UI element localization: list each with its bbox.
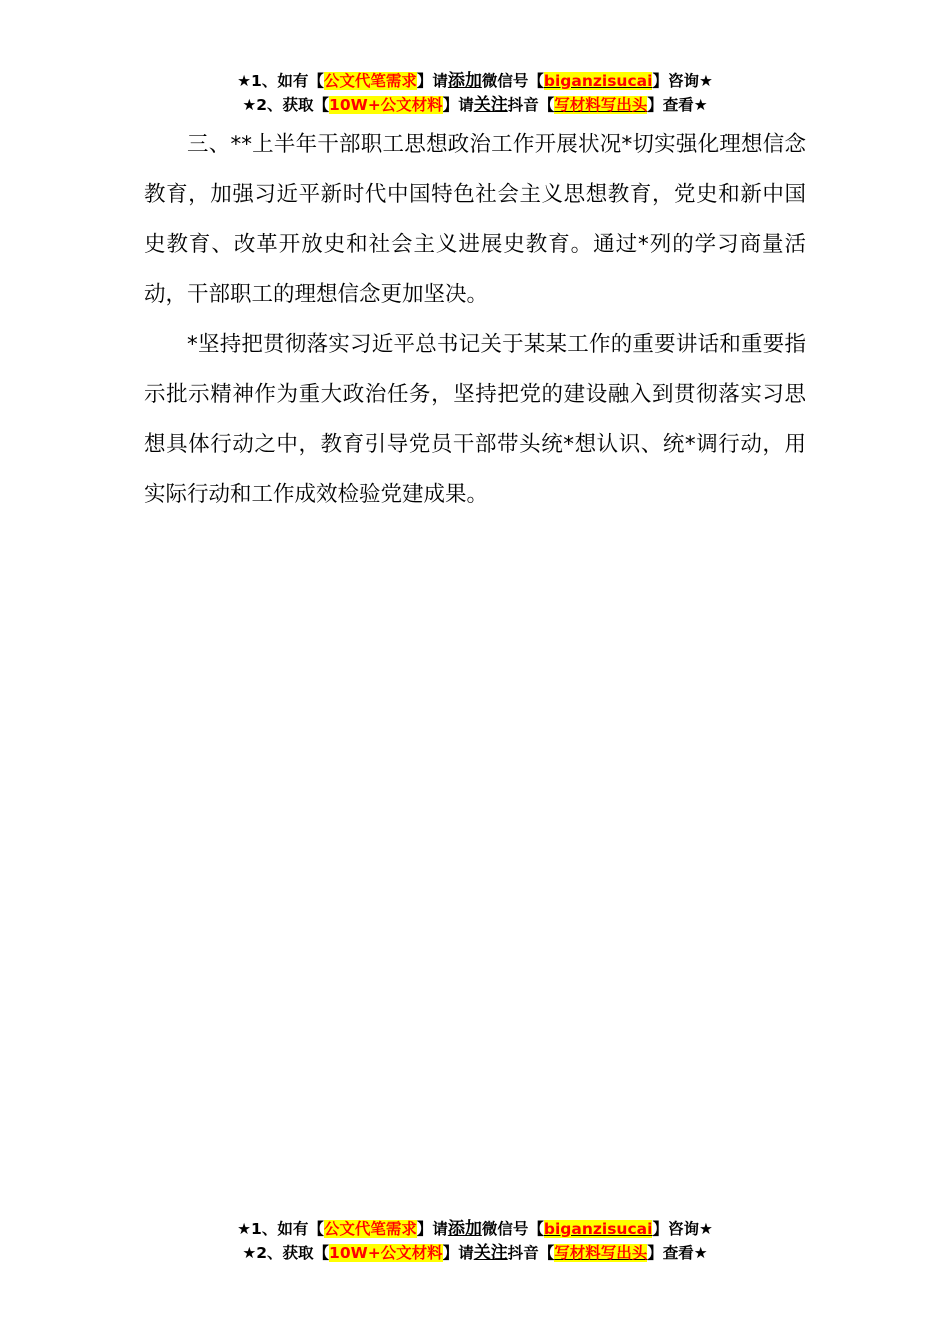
header-banner [0, 69, 950, 117]
highlight-materials: 10W+公文材料 [329, 96, 443, 114]
banner-text: ★2、获取【 [242, 96, 330, 114]
banner-text: ★1、如有【 [237, 72, 324, 90]
banner-line-1 [0, 69, 950, 93]
emphasis-follow: 关注 [473, 1243, 508, 1263]
banner-text: 抖音【 [507, 96, 555, 114]
banner-text: 】查看★ [647, 1244, 708, 1262]
highlight-service: 公文代笔需求 [323, 72, 417, 90]
banner-text: ★1、如有【 [237, 1220, 324, 1238]
banner-text: 】请 [442, 96, 474, 114]
emphasis-follow: 关注 [473, 95, 508, 115]
banner-line-2 [0, 93, 950, 117]
highlight-wechat-id[interactable]: biganzisucai [543, 72, 653, 90]
banner-text: 】请 [416, 1220, 448, 1238]
banner-text: 】咨询★ [652, 72, 713, 90]
banner-line-1 [0, 1217, 950, 1241]
footer-banner [0, 1217, 950, 1265]
document-body [144, 120, 806, 520]
body-paragraph-2: *坚持把贯彻落实习近平总书记关于某某工作的重要讲话和重要指示批示精神作为重大政治任务，坚持把党的建设融入到贯彻落实习思想具体行动之中，教育引导党员干部带头统*想认识、统*调行动，用实际行动和工作成效检验党建成果。 [144, 332, 806, 507]
banner-text: 】请 [442, 1244, 474, 1262]
banner-text: 微信号【 [481, 1220, 544, 1238]
banner-text: 】请 [416, 72, 448, 90]
banner-text: 抖音【 [507, 1244, 555, 1262]
banner-text: 】查看★ [647, 96, 708, 114]
body-paragraph-1: 三、**上半年干部职工思想政治工作开展状况*切实强化理想信念教育，加强习近平新时代中国特色社会主义思想教育，党史和新中国史教育、改革开放史和社会主义进展史教育。通过*列的学习商量活动，干部职工的理想信念更加坚决。 [144, 132, 806, 307]
banner-text: 】咨询★ [652, 1220, 713, 1238]
emphasis-add: 添加 [447, 1219, 482, 1239]
banner-text: ★2、获取【 [242, 1244, 330, 1262]
highlight-materials: 10W+公文材料 [329, 1244, 443, 1262]
banner-text: 微信号【 [481, 72, 544, 90]
emphasis-add: 添加 [447, 71, 482, 91]
highlight-douyin-account[interactable]: 写材料写出头 [554, 1244, 648, 1262]
highlight-douyin-account[interactable]: 写材料写出头 [554, 96, 648, 114]
banner-line-2 [0, 1241, 950, 1265]
highlight-service: 公文代笔需求 [323, 1220, 417, 1238]
highlight-wechat-id[interactable]: biganzisucai [543, 1220, 653, 1238]
